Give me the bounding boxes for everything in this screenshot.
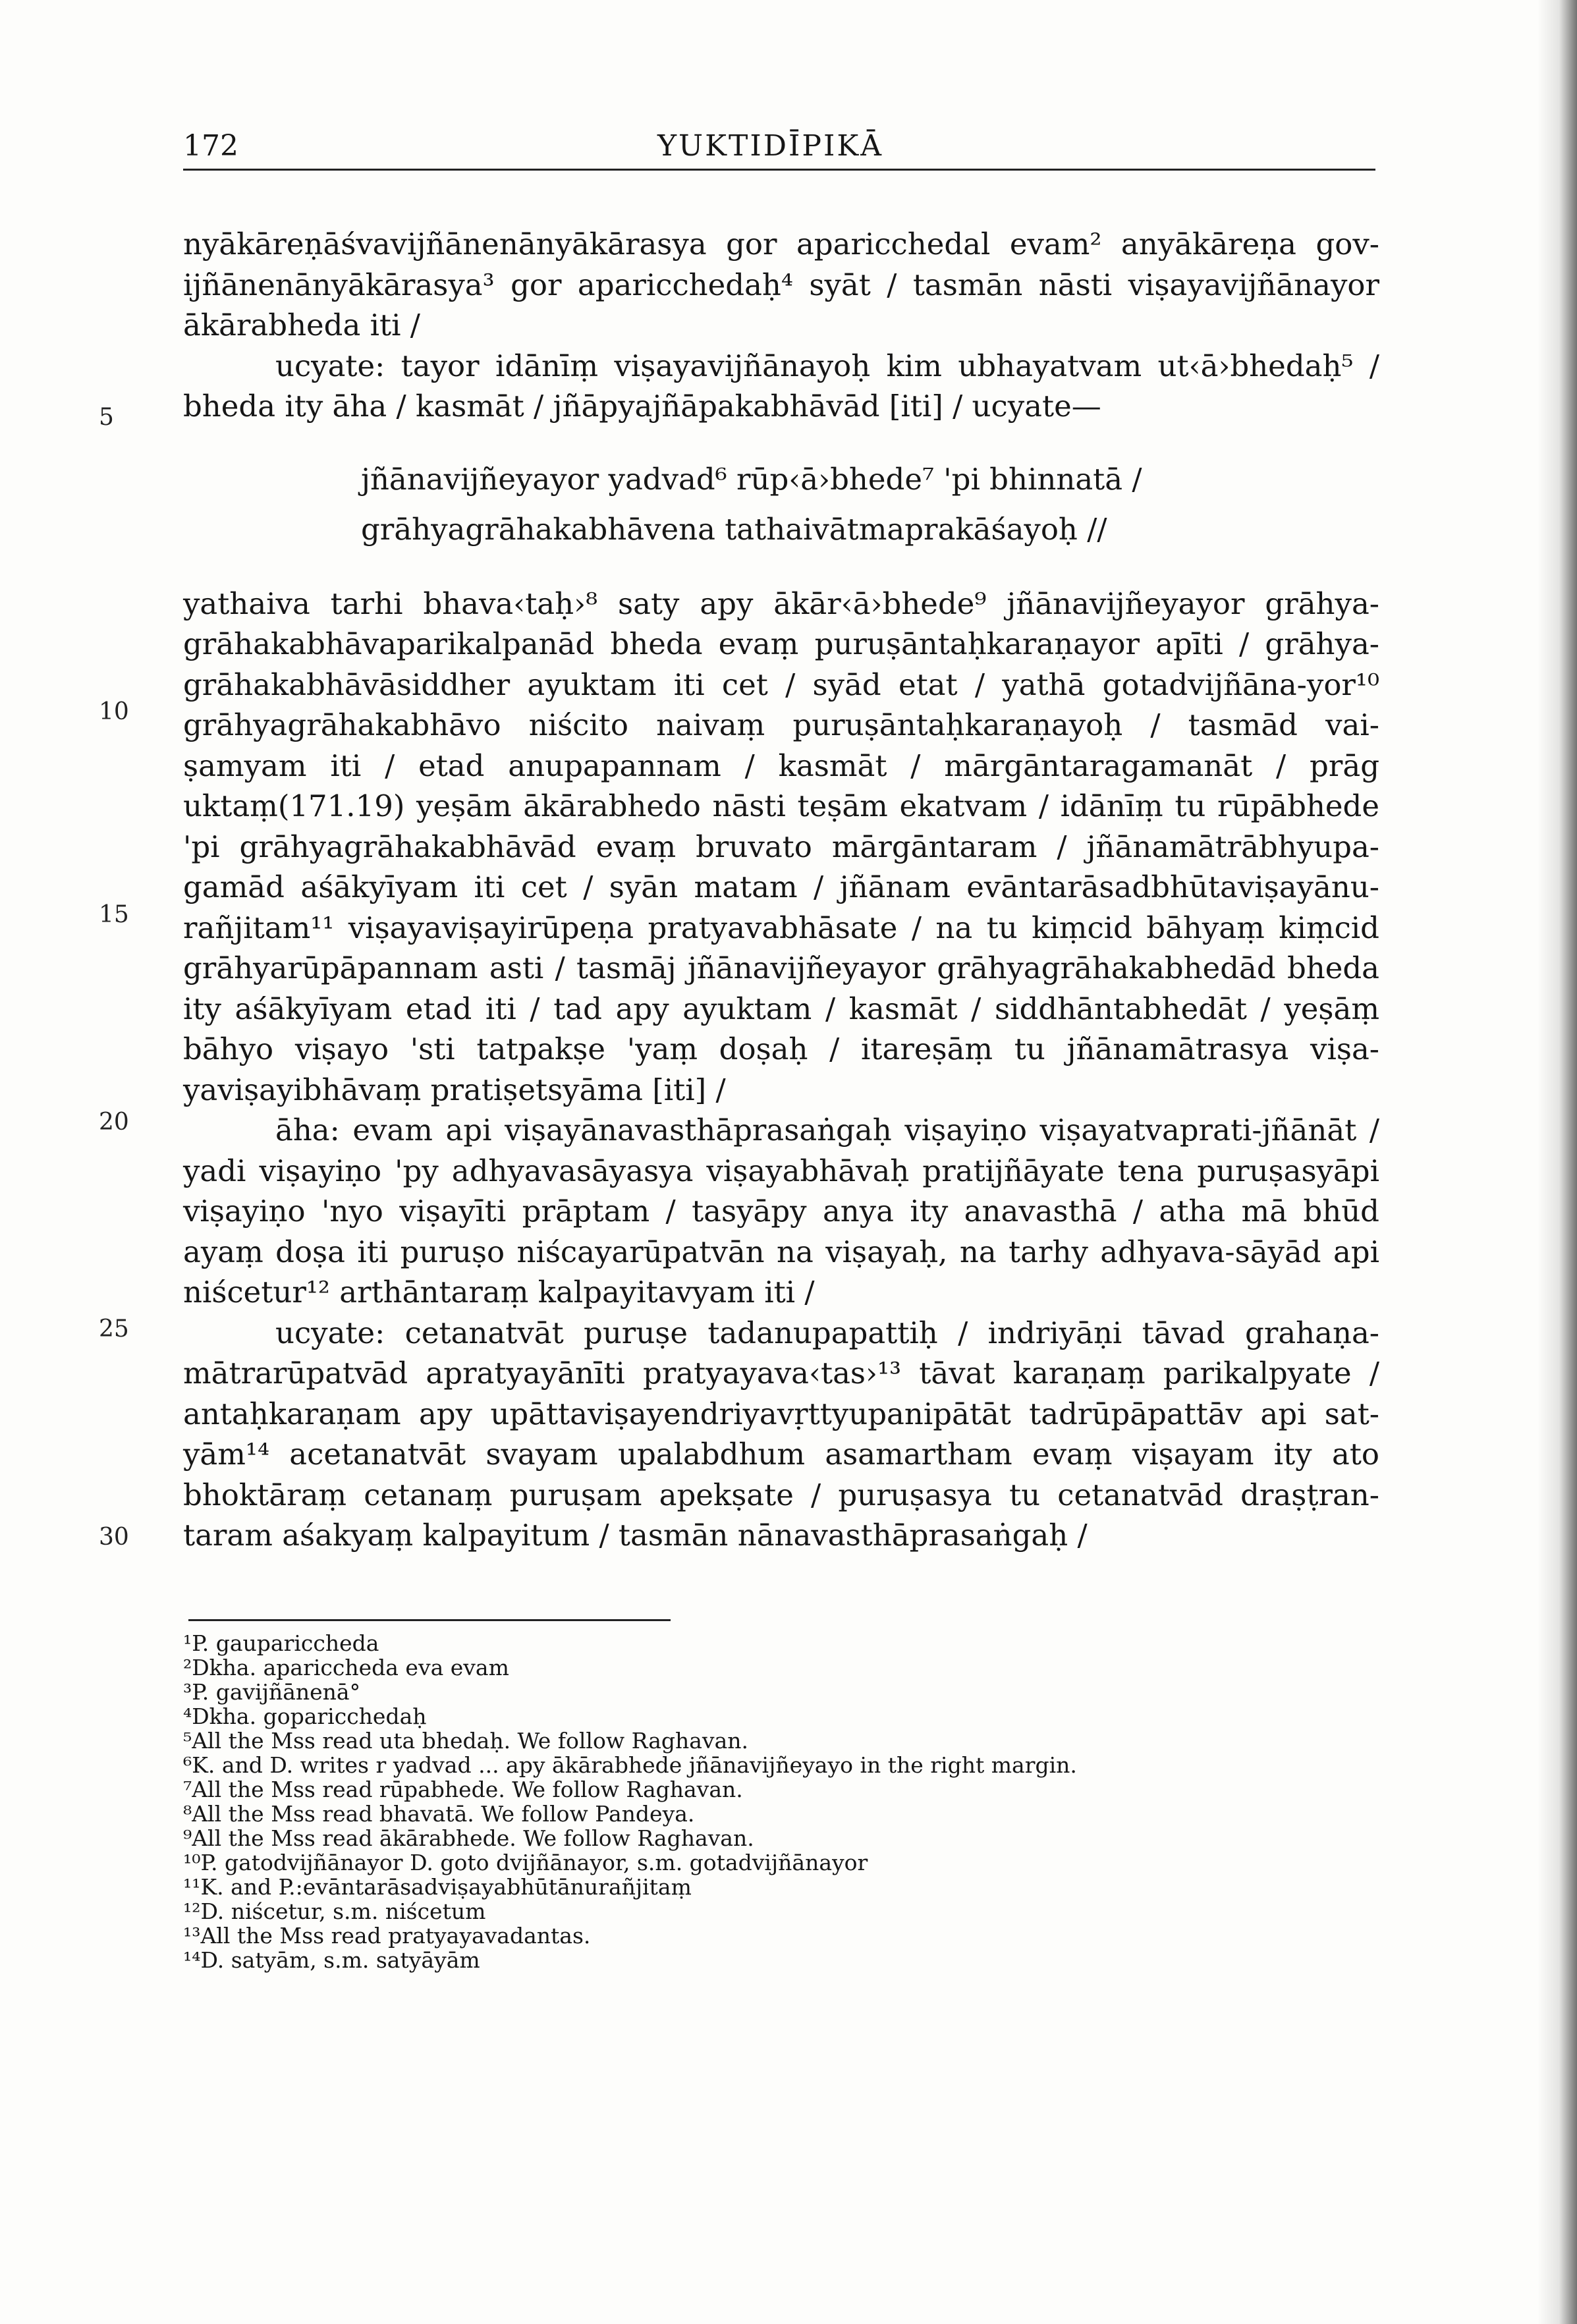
line-number-20: 20 (99, 1109, 129, 1136)
footnote-12: ¹²D. niścetur, s.m. niścetum (183, 1898, 486, 1924)
line-number-30: 30 (99, 1524, 129, 1551)
page-header (183, 129, 1375, 171)
verse-line-2: grāhyagrāhakabhāvena tathaivātmaprakāśayoḥ // (361, 511, 1107, 547)
footnote-14: ¹⁴D. satyām, s.m. satyāyām (183, 1947, 480, 1973)
paragraph-1: nyākāreṇāśvavijñānenānyākārasya gor aparicchedal evam² anyākāreṇa gov-ijñānenānyākārasya³ gor aparicchedaḥ⁴ syāt / tasmān nāsti viṣayavijñānayor ākārabheda iti / (183, 227, 1379, 343)
footnote-6: ⁶K. and D. writes r yadvad ... apy ākārabhede jñānavijñeyayo in the right margin. (183, 1752, 1077, 1778)
verse-line-1: jñānavijñeyayor yadvad⁶ rūp‹ā›bhede⁷ 'pi bhinnatā / (361, 461, 1142, 497)
footnote-9: ⁹All the Mss read ākārabhede. We follow Raghavan. (183, 1825, 754, 1851)
footnote-8: ⁸All the Mss read bhavatā. We follow Pandeya. (183, 1801, 695, 1827)
footnote-13: ¹³All the Mss read pratyayavadantas. (183, 1923, 591, 1949)
footnote-1: ¹P. gauparicchedа (183, 1630, 379, 1656)
footnotes (183, 1631, 1402, 1972)
footnote-rule (188, 1619, 671, 1621)
line-number-10: 10 (99, 698, 129, 725)
page-edge-shadow (1537, 0, 1577, 2324)
main-text (183, 224, 1379, 1556)
footnote-4: ⁴Dkha. goparicchedaḥ (183, 1703, 427, 1729)
line-number-15: 15 (99, 901, 129, 928)
page-number: 172 (183, 129, 238, 163)
running-title: YUKTIDĪPIKĀ (657, 129, 884, 163)
footnote-3: ³P. gavijñānenā° (183, 1679, 361, 1705)
footnote-5: ⁵All the Mss read uta bhedaḥ. We follow Raghavan. (183, 1728, 748, 1754)
verse-block (361, 455, 1379, 555)
line-number-5: 5 (99, 404, 114, 431)
paragraph-5: ucyate: cetanatvāt puruṣe tadanupapattiḥ / indriyāṇi tāvad grahaṇa-mātrarūpatvād apratyayānīti pratyayava‹tas›¹³ tāvat karaṇaṃ parikalpyate / antaḥkaraṇam apy upāttaviṣayendriyavṛttyupanipātāt tadrūpāpattāv api sat-yām¹⁴ acetanatvāt svayam upalabdhum asamartham evaṃ viṣayam ity ato bhoktāraṃ cetanaṃ puruṣam apekṣate / puruṣasya tu cetanatvād draṣṭran-taram aśakyaṃ kalpayitum / tasmān nānavasthāprasaṅgaḥ / (183, 1315, 1379, 1553)
footnote-7: ⁷All the Mss read rūpabhede. We follow Raghavan. (183, 1777, 743, 1802)
footnote-11: ¹¹K. and P.:evāntarāsadviṣayabhūtānurañjitaṃ (183, 1874, 692, 1900)
footnote-2: ²Dkha. aparicchedа eva evam (183, 1655, 509, 1680)
paragraph-4: āha: evam api viṣayānavasthāprasaṅgaḥ viṣayiṇo viṣayatvaprati-jñānāt / yadi viṣayiṇo 'py adhyavasāyasya viṣayabhāvaḥ pratijñāyate tena puruṣasyāpi viṣayiṇo 'nyo viṣayīti prāptam / tasyāpy anya ity anavasthā / atha mā bhūd ayaṃ doṣa iti puruṣo niścayarūpatvān na viṣayaḥ, na tarhy adhyava-sāyād api niścetur¹² arthāntaraṃ kalpayitavyam iti / (183, 1113, 1379, 1310)
paragraph-3: yathaiva tarhi bhava‹taḥ›⁸ saty apy ākār‹ā›bhede⁹ jñānavijñeyayor grāhya-grāhakabhāvaparikalpanād bheda evaṃ puruṣāntaḥkaraṇayor apīti / grāhya-grāhakabhāvāsiddher ayuktam iti cet / syād etat / yathā gotadvijñāna-yor¹⁰ grāhyagrāhakabhāvo niścito naivaṃ puruṣāntaḥkaraṇayoḥ / tasmād vai-ṣamyam iti / etad anupapannam / kasmāt / mārgāntaragamanāt / prāg uktaṃ(171.19) yeṣām ākārabhedo nāsti teṣām ekatvam / idānīṃ tu rūpābhede 'pi grāhyagrāhakabhāvād evaṃ bruvato mārgāntaram / jñānamātrābhyupa-gamād aśākyīyam iti cet / syān matam / jñānam evāntarāsadbhūtaviṣayānu-rañjitam¹¹ viṣayaviṣayirūpeṇa pratyavabhāsate / na tu kiṃcid bāhyaṃ kiṃcid grāhyarūpāpannam asti / tasmāj jñānavijñeyayor grāhyagrāhakabhedād bheda ity aśākyīyam etad iti / tad apy ayuktam / kasmāt / siddhāntabhedāt / yeṣāṃ bāhyo viṣayo 'sti tatpakṣe 'yaṃ doṣaḥ / itareṣāṃ tu jñānamātrasya viṣa-yaviṣayibhāvaṃ pratiṣetsyāma [iti] / (183, 586, 1379, 1107)
line-number-25: 25 (99, 1315, 129, 1342)
footnote-10: ¹⁰P. gatodvijñānayor D. goto dvijñānayor, s.m. gotadvijñānayor (183, 1850, 868, 1875)
paragraph-2: ucyate: tayor idānīṃ viṣayavijñānayoḥ kim ubhayatvam ut‹ā›bhedaḥ⁵ / bheda ity āha / kasmāt / jñāpyajñāpakabhāvād [iti] / ucyate— (183, 348, 1379, 424)
